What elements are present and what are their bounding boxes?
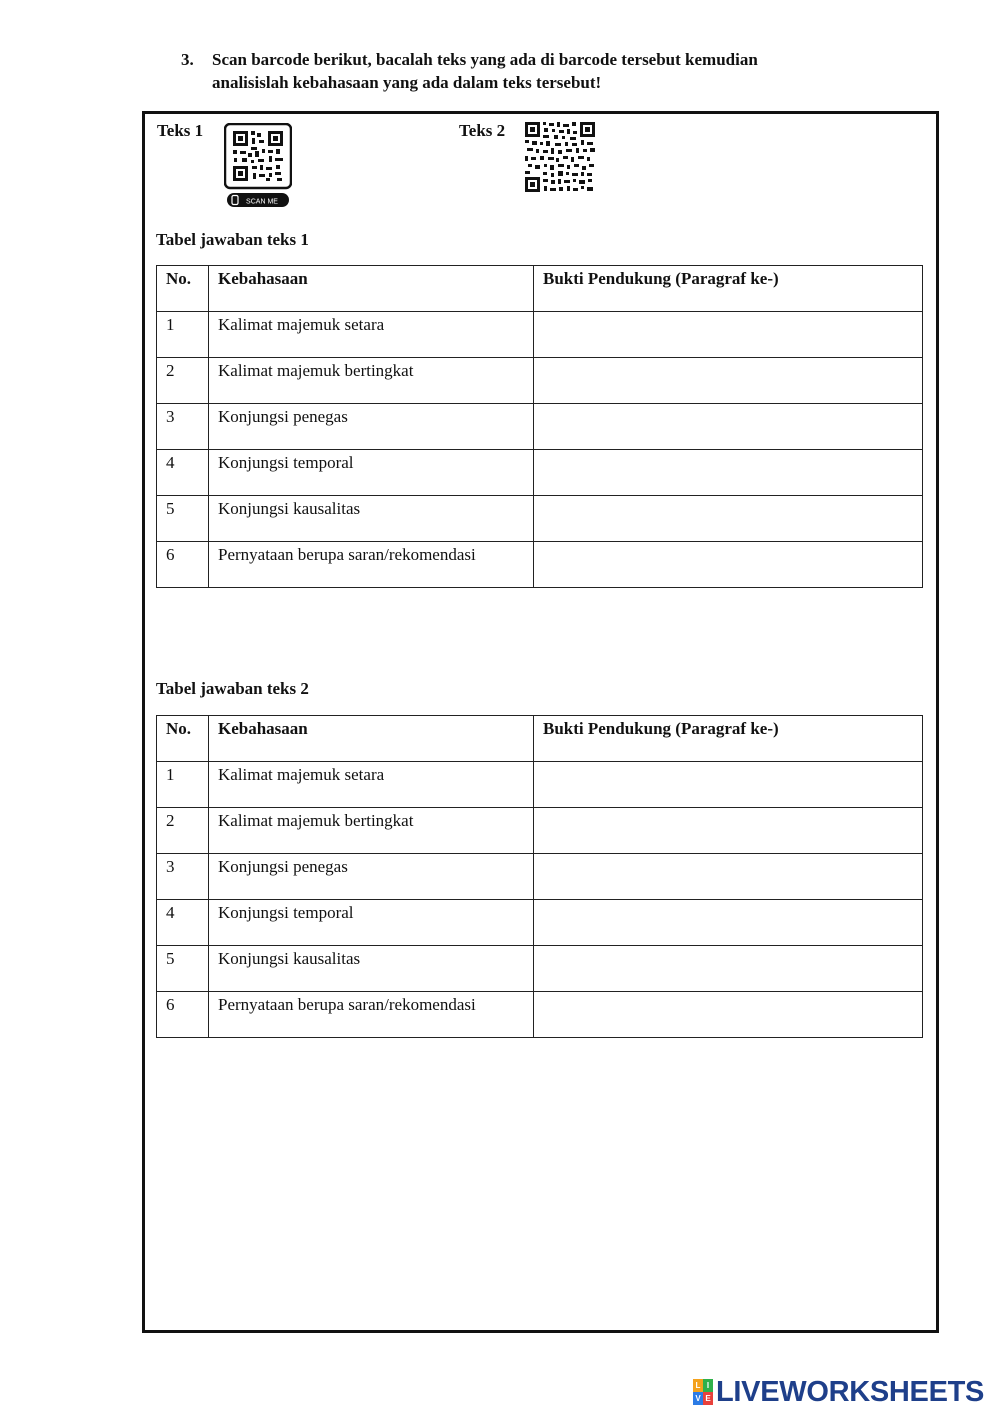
row-number: 1: [157, 762, 209, 808]
answer-cell[interactable]: [534, 496, 923, 542]
answer-cell[interactable]: [534, 450, 923, 496]
row-item: Konjungsi penegas: [209, 404, 534, 450]
table-row: [157, 808, 923, 854]
row-number: 3: [157, 854, 209, 900]
table-header-row: [157, 716, 923, 762]
table-row: [157, 450, 923, 496]
logo-icon-cell: L: [693, 1379, 703, 1392]
answer-cell[interactable]: [534, 542, 923, 588]
row-number: 6: [157, 542, 209, 588]
header-bukti: Bukti Pendukung (Paragraf ke-): [534, 266, 923, 312]
header-no: No.: [157, 716, 209, 762]
table-row: [157, 762, 923, 808]
qr-code-icon: [224, 123, 292, 209]
row-number: 4: [157, 450, 209, 496]
answer-cell[interactable]: [534, 312, 923, 358]
header-kebahasaan: Kebahasaan: [209, 716, 534, 762]
row-number: 5: [157, 946, 209, 992]
row-item: Konjungsi temporal: [209, 450, 534, 496]
qr-code-teks-2[interactable]: [525, 122, 595, 197]
table-row: [157, 496, 923, 542]
answer-cell[interactable]: [534, 358, 923, 404]
header-kebahasaan: Kebahasaan: [209, 266, 534, 312]
qr-code-teks-1[interactable]: [224, 123, 292, 214]
table-row: [157, 946, 923, 992]
table-header-row: [157, 266, 923, 312]
row-number: 5: [157, 496, 209, 542]
answer-table-1: [156, 265, 923, 588]
row-item: Kalimat majemuk setara: [209, 312, 534, 358]
answer-cell[interactable]: [534, 900, 923, 946]
question-line-2: analisislah kebahasaan yang ada dalam teks tersebut!: [212, 73, 602, 92]
row-number: 4: [157, 900, 209, 946]
row-item: Konjungsi temporal: [209, 900, 534, 946]
qr-code-icon: [525, 122, 595, 192]
row-item: Konjungsi kausalitas: [209, 496, 534, 542]
table-row: [157, 312, 923, 358]
scan-me-badge: SCAN ME: [246, 198, 278, 206]
teks-1-label: Teks 1: [157, 121, 204, 140]
row-item: Kalimat majemuk bertingkat: [209, 358, 534, 404]
answer-cell[interactable]: [534, 854, 923, 900]
answer-cell[interactable]: [534, 762, 923, 808]
answer-cell[interactable]: [534, 404, 923, 450]
table-row: [157, 404, 923, 450]
answer-cell[interactable]: [534, 946, 923, 992]
teks-2-label: Teks 2: [459, 121, 506, 140]
table-row: [157, 900, 923, 946]
question-number: 3.: [181, 50, 194, 69]
row-number: 2: [157, 808, 209, 854]
row-item: Pernyataan berupa saran/rekomendasi: [209, 542, 534, 588]
table-row: [157, 542, 923, 588]
logo-icon-cell: V: [693, 1392, 703, 1405]
answer-cell[interactable]: [534, 992, 923, 1038]
header-bukti: Bukti Pendukung (Paragraf ke-): [534, 716, 923, 762]
table-row: [157, 854, 923, 900]
row-number: 6: [157, 992, 209, 1038]
header-no: No.: [157, 266, 209, 312]
answer-cell[interactable]: [534, 808, 923, 854]
row-item: Kalimat majemuk bertingkat: [209, 808, 534, 854]
table-row: [157, 358, 923, 404]
liveworksheets-icon: [693, 1379, 713, 1405]
row-item: Kalimat majemuk setara: [209, 762, 534, 808]
table-1-title: Tabel jawaban teks 1: [156, 230, 309, 249]
row-item: Pernyataan berupa saran/rekomendasi: [209, 992, 534, 1038]
logo-icon-cell: I: [703, 1379, 713, 1392]
liveworksheets-logo[interactable]: [693, 1376, 984, 1408]
logo-text: LIVEWORKSHEETS: [716, 1375, 985, 1408]
question-line-1: Scan barcode berikut, bacalah teks yang ada di barcode tersebut kemudian: [212, 50, 758, 69]
row-item: Konjungsi penegas: [209, 854, 534, 900]
row-number: 3: [157, 404, 209, 450]
row-number: 2: [157, 358, 209, 404]
logo-icon-cell: E: [703, 1392, 713, 1405]
answer-table-2: [156, 715, 923, 1038]
table-row: [157, 992, 923, 1038]
row-number: 1: [157, 312, 209, 358]
table-2-title: Tabel jawaban teks 2: [156, 679, 309, 698]
row-item: Konjungsi kausalitas: [209, 946, 534, 992]
